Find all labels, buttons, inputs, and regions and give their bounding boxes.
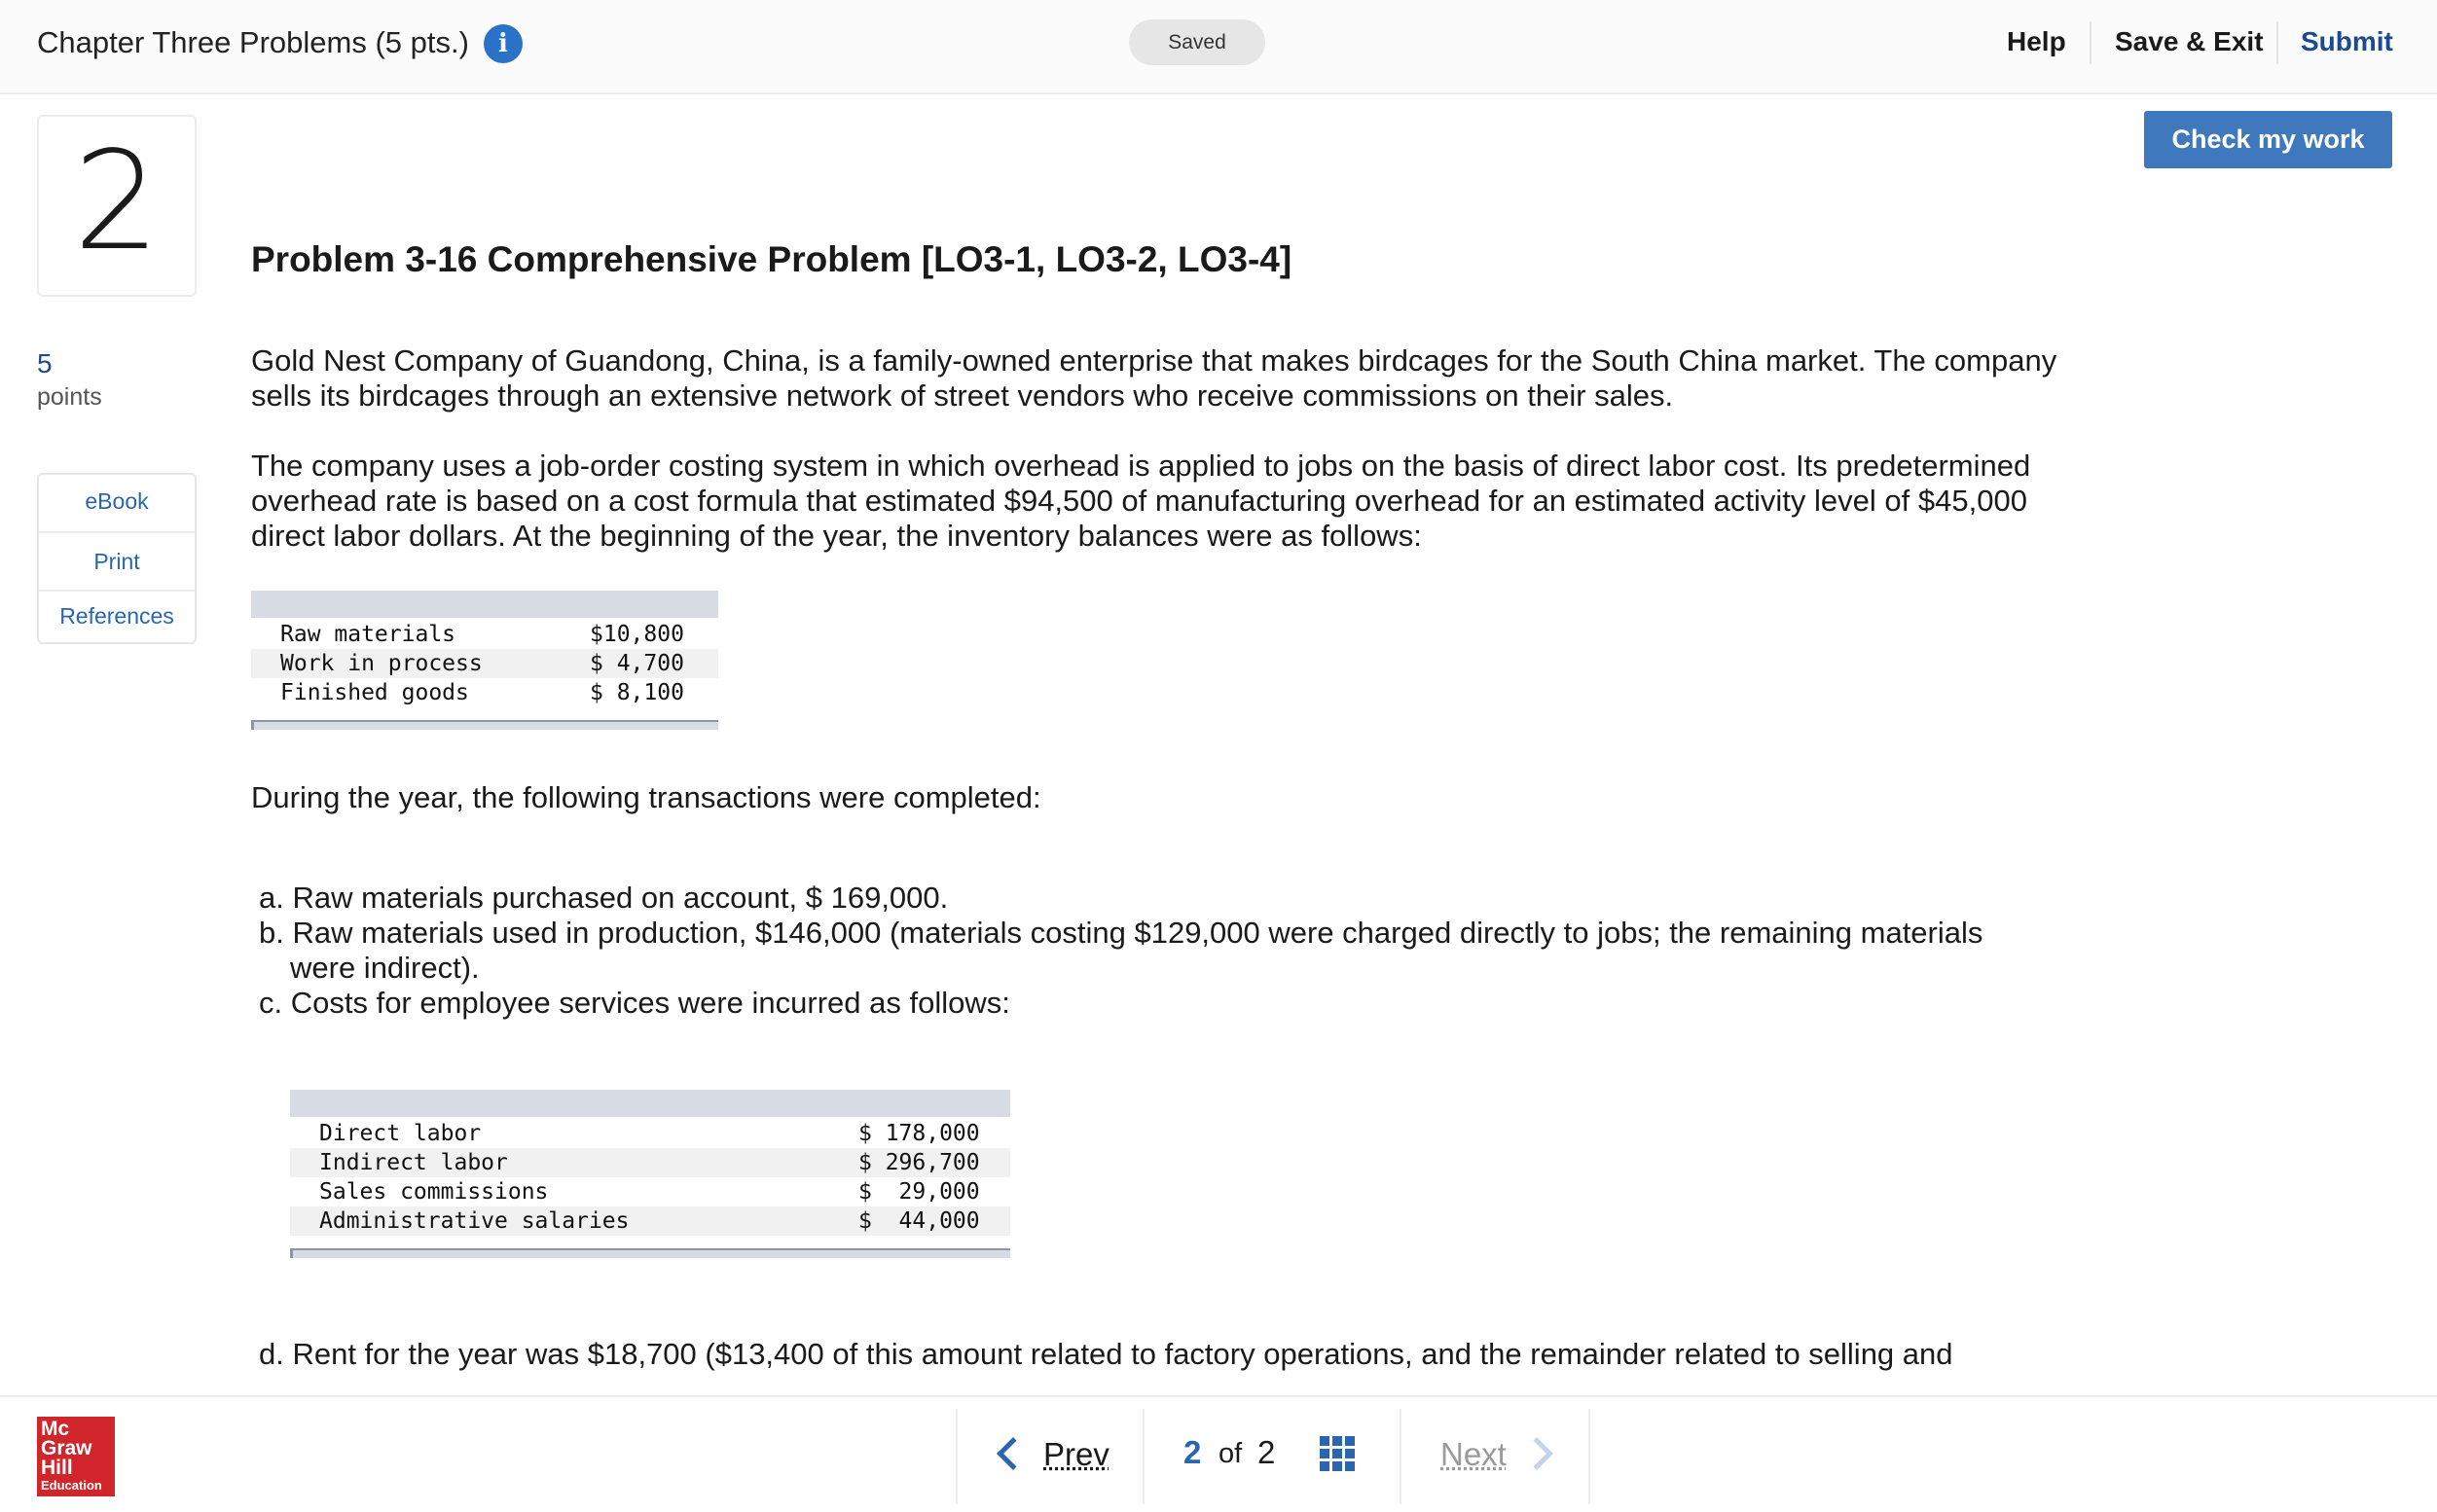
divider xyxy=(39,590,195,592)
print-link[interactable]: Print xyxy=(93,549,140,574)
header-divider xyxy=(2276,21,2278,64)
costing-paragraph-line: overhead rate is based on a cost formula that estimated $94,500 of manufacturing overhead for an estimated activity level of $45,000 xyxy=(251,484,2027,518)
table-header xyxy=(251,591,718,618)
table-row xyxy=(290,1119,1010,1148)
row-label: Direct labor xyxy=(319,1121,482,1146)
employee-costs-table xyxy=(290,1090,1010,1265)
table-row xyxy=(290,1148,1010,1177)
page-of-label: of xyxy=(1218,1438,1243,1469)
next-label: Next xyxy=(1440,1436,1507,1472)
table-row xyxy=(290,1206,1010,1236)
ebook-link[interactable]: eBook xyxy=(85,488,149,514)
header-divider xyxy=(2090,21,2091,64)
intro-paragraph-line: Gold Nest Company of Guandong, China, is a family-owned enterprise that makes birdcages for the South China market. The company xyxy=(251,343,2057,378)
logo-text: Graw xyxy=(41,1437,92,1459)
references-link[interactable]: References xyxy=(59,603,174,629)
mcgraw-hill-logo xyxy=(37,1417,115,1496)
top-bar xyxy=(0,0,2437,94)
row-label: Administrative salaries xyxy=(319,1208,630,1234)
logo-text: Education xyxy=(41,1478,102,1493)
row-value: $ 29,000 xyxy=(858,1179,980,1205)
row-label: Work in process xyxy=(280,651,483,676)
transaction-item-b: b. Raw materials used in production, $146,000 (materials costing $129,000 were charged directly to jobs; the remaining materials xyxy=(259,916,1983,950)
intro-paragraph-line: sells its birdcages through an extensive network of street vendors who receive commissions on their sales. xyxy=(251,378,1674,413)
current-page: 2 xyxy=(1183,1434,1202,1470)
resource-links xyxy=(37,473,197,644)
costing-paragraph-line: direct labor dollars. At the beginning of the year, the inventory balances were as follows: xyxy=(251,519,1422,553)
question-number: 2 xyxy=(73,123,161,281)
help-link[interactable]: Help xyxy=(2007,26,2066,56)
inventory-table xyxy=(251,591,718,737)
table-footer xyxy=(290,1248,1010,1258)
table-header xyxy=(290,1090,1010,1117)
problem-title: Problem 3-16 Comprehensive Problem [LO3-1, LO3-2, LO3-4] xyxy=(251,239,1292,279)
table-row xyxy=(290,1177,1010,1206)
assignment-title: Chapter Three Problems (5 pts.) xyxy=(37,25,469,59)
transaction-item-d: d. Rent for the year was $18,700 ($13,400 of this amount related to factory operations, and the remainder related to selling and xyxy=(259,1337,1953,1371)
row-value: $ 8,100 xyxy=(590,680,684,705)
transaction-item-c: c. Costs for employee services were incurred as follows: xyxy=(259,986,1010,1020)
row-value: $ 178,000 xyxy=(858,1121,980,1146)
row-label: Indirect labor xyxy=(319,1150,508,1175)
transaction-item-a: a. Raw materials purchased on account, $ 169,000. xyxy=(259,881,949,915)
next-button[interactable] xyxy=(1400,1409,1590,1504)
grid-icon[interactable] xyxy=(1320,1436,1355,1471)
prev-button[interactable] xyxy=(956,1409,1143,1504)
page-indicator[interactable] xyxy=(1143,1409,1400,1504)
total-pages: 2 xyxy=(1257,1434,1276,1470)
prev-label: Prev xyxy=(1043,1436,1109,1472)
chevron-left-icon xyxy=(997,1437,1030,1470)
table-row xyxy=(251,678,718,707)
save-exit-link[interactable]: Save & Exit xyxy=(2115,26,2264,56)
chevron-right-icon xyxy=(1520,1437,1553,1470)
table-row xyxy=(251,620,718,649)
info-icon[interactable]: i xyxy=(484,24,523,63)
divider xyxy=(39,531,195,533)
costing-paragraph-line: The company uses a job-order costing system in which overhead is applied to jobs on the basis of direct labor cost. Its predetermined xyxy=(251,449,2031,483)
check-my-work-button[interactable]: Check my work xyxy=(2144,111,2392,168)
table-row xyxy=(251,649,718,678)
points-label: points xyxy=(37,383,102,411)
row-label: Sales commissions xyxy=(319,1179,549,1205)
logo-text: Mc xyxy=(41,1418,70,1440)
question-number-card xyxy=(37,115,197,297)
row-label: Raw materials xyxy=(280,622,456,647)
logo-text: Hill xyxy=(41,1457,73,1479)
saved-status-badge: Saved xyxy=(1129,19,1265,65)
transactions-intro: During the year, the following transactions were completed: xyxy=(251,780,1041,814)
row-value: $ 296,700 xyxy=(858,1150,980,1175)
submit-link[interactable]: Submit xyxy=(2301,26,2393,56)
transaction-item-b-cont: were indirect). xyxy=(290,951,480,985)
table-footer xyxy=(251,720,718,730)
points-value: 5 xyxy=(37,348,53,378)
footer-nav xyxy=(0,1395,2437,1512)
row-value: $ 44,000 xyxy=(858,1208,980,1234)
row-label: Finished goods xyxy=(280,680,469,705)
row-value: $10,800 xyxy=(590,622,684,647)
row-value: $ 4,700 xyxy=(590,651,684,676)
